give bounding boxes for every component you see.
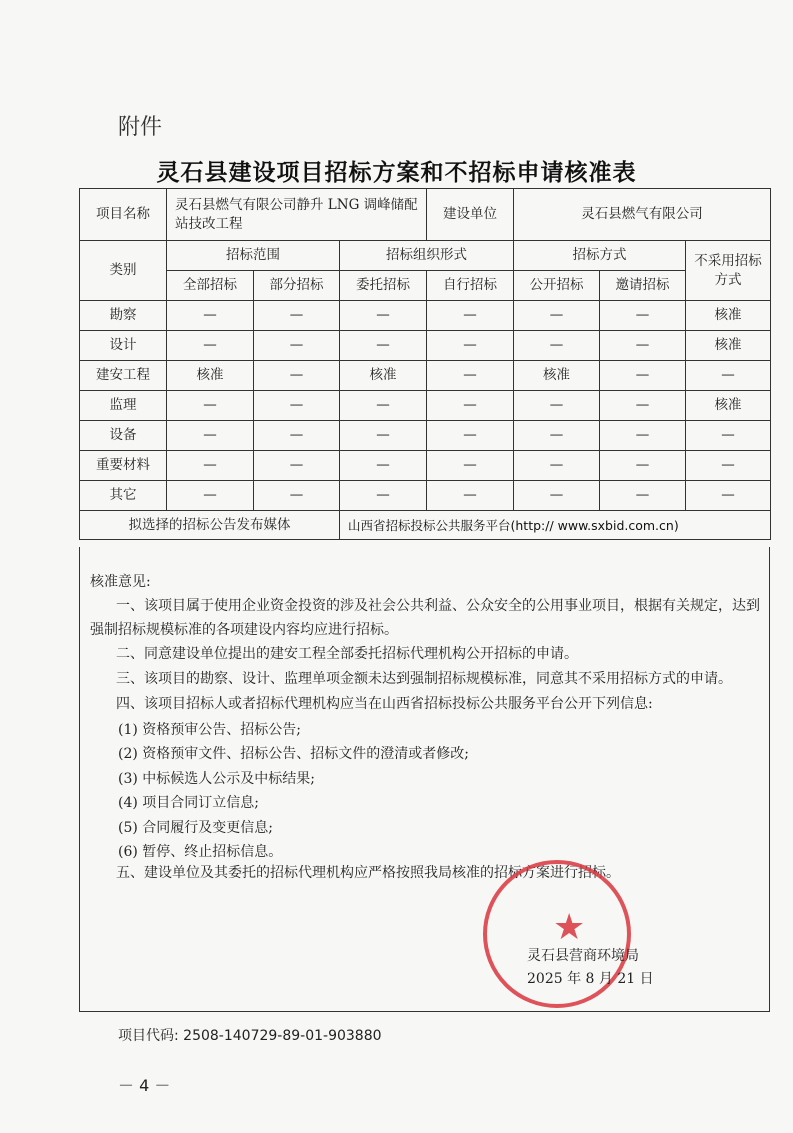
table-cell: — bbox=[167, 331, 254, 361]
opinion-paragraph-5: 五、建设单位及其委托的招标代理机构应严格按照我局核准的招标方案进行招标。 bbox=[116, 865, 620, 881]
subheader-partial: 部分招标 bbox=[254, 271, 340, 301]
category-cell: 设计 bbox=[80, 331, 167, 361]
table-cell: — bbox=[254, 451, 340, 481]
category-cell: 重要材料 bbox=[80, 451, 167, 481]
table-cell: 核准 bbox=[686, 391, 771, 421]
table-cell: — bbox=[427, 451, 514, 481]
table-cell: — bbox=[167, 421, 254, 451]
project-name-label: 项目名称 bbox=[80, 189, 167, 241]
table-cell: — bbox=[427, 331, 514, 361]
table-cell: — bbox=[514, 421, 600, 451]
build-unit-value: 灵石县燃气有限公司 bbox=[514, 189, 771, 241]
table-cell: — bbox=[254, 481, 340, 511]
opinion-item: (5) 合同履行及变更信息; bbox=[118, 820, 273, 836]
table-cell: — bbox=[254, 331, 340, 361]
opinion-heading: 核准意见: bbox=[90, 574, 151, 590]
method-group-header: 招标方式 bbox=[514, 241, 686, 271]
table-cell: — bbox=[600, 391, 686, 421]
table-row bbox=[80, 391, 771, 421]
table-cell: — bbox=[514, 391, 600, 421]
category-cell: 勘察 bbox=[80, 301, 167, 331]
table-cell: — bbox=[254, 421, 340, 451]
signing-organization: 灵石县营商环境局 bbox=[527, 948, 639, 964]
table-cell: — bbox=[514, 481, 600, 511]
table-cell: — bbox=[340, 391, 427, 421]
category-cell: 设备 bbox=[80, 421, 167, 451]
subheader-self: 自行招标 bbox=[427, 271, 514, 301]
table-row bbox=[80, 361, 771, 391]
page-number: － 4 － bbox=[118, 1076, 171, 1095]
table-cell: — bbox=[600, 301, 686, 331]
table-cell: — bbox=[340, 421, 427, 451]
opinion-item: (4) 项目合同订立信息; bbox=[118, 795, 259, 811]
table-cell: — bbox=[427, 421, 514, 451]
project-name-value: 灵石县燃气有限公司静升 LNG 调峰储配站技改工程 bbox=[167, 189, 427, 241]
table-cell: — bbox=[686, 421, 771, 451]
table-cell: — bbox=[514, 451, 600, 481]
table-row bbox=[80, 481, 771, 511]
table-cell: 核准 bbox=[686, 301, 771, 331]
table-cell: — bbox=[167, 451, 254, 481]
table-row bbox=[80, 451, 771, 481]
attachment-label: 附件 bbox=[118, 115, 163, 140]
subheader-full: 全部招标 bbox=[167, 271, 254, 301]
table-cell: — bbox=[167, 301, 254, 331]
media-value: 山西省招标投标公共服务平台(http:// www.sxbid.com.cn) bbox=[340, 511, 771, 540]
scope-group-header: 招标范围 bbox=[167, 241, 340, 271]
signing-date: 2025 年 8 月 21 日 bbox=[527, 971, 654, 987]
table-cell: — bbox=[427, 481, 514, 511]
opinion-paragraph-4: 四、该项目招标人或者招标代理机构应当在山西省招标投标公共服务平台公开下列信息: bbox=[116, 696, 653, 712]
category-header: 类别 bbox=[80, 241, 167, 301]
table-cell: — bbox=[514, 331, 600, 361]
table-row bbox=[80, 331, 771, 361]
category-cell: 监理 bbox=[80, 391, 167, 421]
project-code: 项目代码: 2508-140729-89-01-903880 bbox=[118, 1028, 382, 1044]
table-cell: — bbox=[254, 361, 340, 391]
table-cell: — bbox=[600, 421, 686, 451]
form-title: 灵石县建设项目招标方案和不招标申请核准表 bbox=[156, 159, 637, 186]
opinion-item: (3) 中标候选人公示及中标结果; bbox=[118, 771, 315, 787]
subheader-open: 公开招标 bbox=[514, 271, 600, 301]
not-adopt-header: 不采用招标方式 bbox=[686, 241, 771, 301]
table-cell: 核准 bbox=[514, 361, 600, 391]
table-cell: — bbox=[427, 391, 514, 421]
table-cell: — bbox=[340, 331, 427, 361]
table-cell: 核准 bbox=[340, 361, 427, 391]
table-cell: 核准 bbox=[686, 331, 771, 361]
table-cell: — bbox=[167, 391, 254, 421]
table-cell: — bbox=[340, 481, 427, 511]
table-cell: — bbox=[686, 481, 771, 511]
table-cell: — bbox=[254, 391, 340, 421]
approval-opinion-box bbox=[79, 547, 770, 1012]
opinion-item: (1) 资格预审公告、招标公告; bbox=[118, 722, 301, 738]
table-cell: — bbox=[340, 301, 427, 331]
table-row bbox=[80, 421, 771, 451]
table-cell: — bbox=[254, 301, 340, 331]
table-cell: — bbox=[427, 301, 514, 331]
table-row bbox=[80, 301, 771, 331]
table-cell: — bbox=[167, 481, 254, 511]
table-cell: — bbox=[600, 451, 686, 481]
category-cell: 其它 bbox=[80, 481, 167, 511]
subheader-entrusted: 委托招标 bbox=[340, 271, 427, 301]
table-cell: — bbox=[686, 451, 771, 481]
table-cell: — bbox=[600, 361, 686, 391]
opinion-paragraph-1: 一、该项目属于使用企业资金投资的涉及社会公共利益、公众安全的公用事业项目，根据有关规定，达到强制招标规模标准的各项建设内容均应进行招标。 bbox=[90, 598, 760, 638]
category-cell: 建安工程 bbox=[80, 361, 167, 391]
table-cell: — bbox=[600, 481, 686, 511]
opinion-item: (6) 暂停、终止招标信息。 bbox=[118, 844, 283, 860]
media-label: 拟选择的招标公告发布媒体 bbox=[80, 511, 340, 540]
table-cell: — bbox=[686, 361, 771, 391]
subheader-invite: 邀请招标 bbox=[600, 271, 686, 301]
opinion-paragraph-2: 二、同意建设单位提出的建安工程全部委托招标代理机构公开招标的申请。 bbox=[116, 646, 578, 662]
table-cell: — bbox=[514, 301, 600, 331]
opinion-item: (2) 资格预审文件、招标公告、招标文件的澄清或者修改; bbox=[118, 746, 469, 762]
table-cell: — bbox=[427, 361, 514, 391]
build-unit-label: 建设单位 bbox=[427, 189, 514, 241]
table-cell: 核准 bbox=[167, 361, 254, 391]
approval-table bbox=[79, 188, 771, 540]
table-cell: — bbox=[600, 331, 686, 361]
org-group-header: 招标组织形式 bbox=[340, 241, 514, 271]
table-cell: — bbox=[340, 451, 427, 481]
seal-star-icon: ★ bbox=[553, 907, 586, 948]
opinion-paragraph-3: 三、该项目的勘察、设计、监理单项金额未达到强制招标规模标准，同意其不采用招标方式的申请。 bbox=[116, 671, 732, 687]
